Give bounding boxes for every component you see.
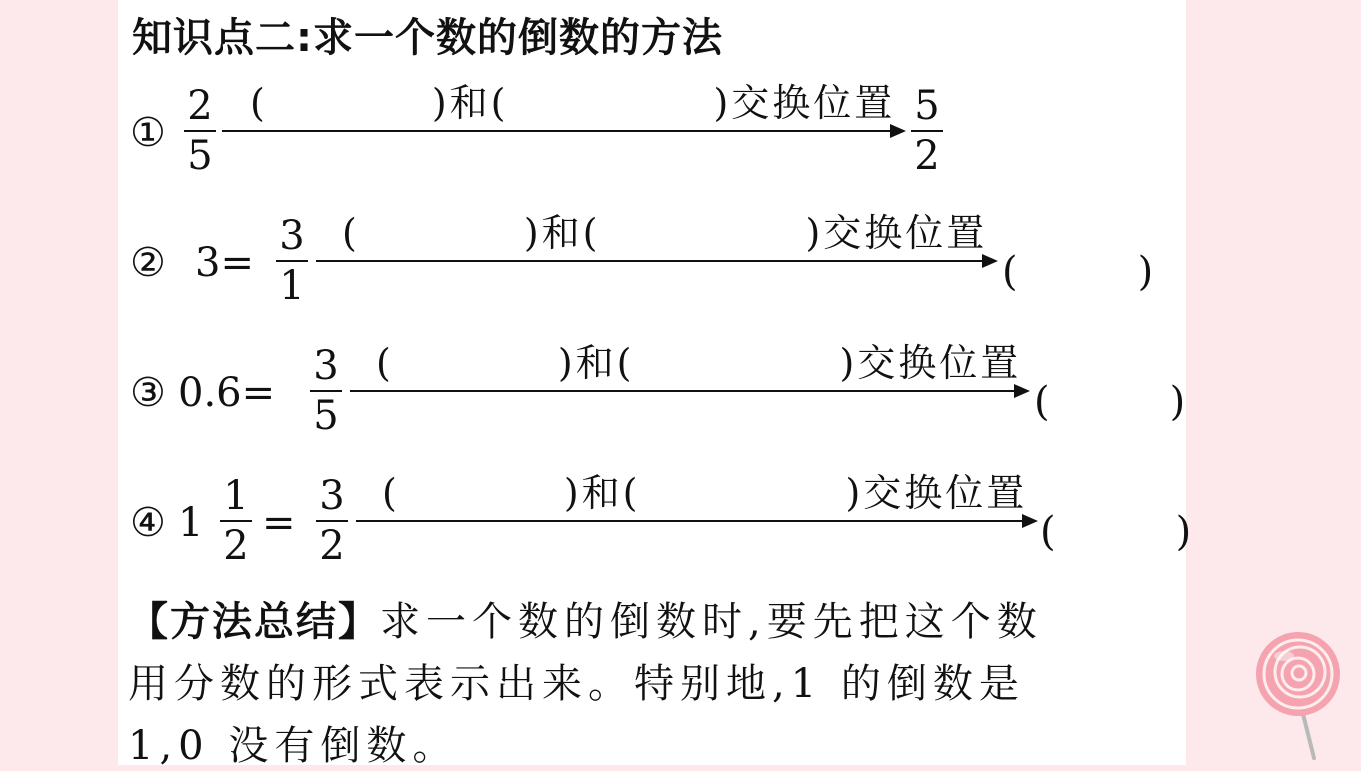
row-3-fraction (306, 343, 346, 439)
row-1-label: ① (130, 110, 166, 156)
row-4-equals: = (262, 500, 296, 546)
lollipop-icon (1252, 630, 1352, 762)
section-title: 知识点二:求一个数的倒数的方法 (132, 15, 723, 61)
row-4-mixed-numerator: 1 (223, 473, 249, 519)
row-4-denominator: 2 (319, 523, 345, 569)
row-1-numerator: 2 (187, 83, 213, 129)
summary-line-2: 用分数的形式表示出来。特别地,1 的倒数是 (128, 661, 1025, 707)
row-3-prefix: 0.6= (178, 370, 276, 416)
row-1-fraction (180, 83, 220, 179)
row-2-denominator: 1 (279, 263, 305, 309)
row-4-fraction (312, 473, 352, 569)
row-3-arrow-text: ( )和( )交换位置 (376, 341, 1022, 385)
row-4-answer-blank[interactable]: ( ) (1040, 509, 1192, 555)
row-1-denominator: 5 (187, 133, 213, 179)
row-2-prefix: 3= (195, 240, 254, 286)
row-1-result-numerator: 5 (914, 83, 940, 129)
row-3-label: ③ (130, 370, 166, 416)
summary-line-1 (128, 590, 1043, 647)
row-3-numerator: 3 (313, 343, 339, 389)
row-1-arrow-text: ( )和( )交换位置 (250, 81, 896, 125)
row-2-arrow (316, 260, 994, 262)
row-1-result-fraction (907, 83, 947, 179)
row-3-arrow (350, 390, 1026, 392)
row-1-result-denominator: 2 (914, 133, 940, 179)
row-2-fraction (272, 213, 312, 309)
row-2-numerator: 3 (279, 213, 305, 259)
row-4-numerator: 3 (319, 473, 345, 519)
row-4-mixed-denominator: 2 (223, 523, 249, 569)
row-1-arrow (222, 130, 902, 132)
row-2-answer-blank[interactable]: ( ) (1002, 249, 1154, 295)
row-2-label: ② (130, 240, 166, 286)
row-3-denominator: 5 (313, 393, 339, 439)
summary-text-1: 求一个数的倒数时,要先把这个数 (380, 599, 1043, 645)
row-3-answer-blank[interactable]: ( ) (1034, 379, 1186, 425)
summary-line-3: 1,0 没有倒数。 (128, 723, 459, 769)
row-4-mixed-fraction (216, 473, 256, 569)
row-4-whole-part: 1 (178, 500, 204, 546)
row-4-label: ④ (130, 500, 166, 546)
row-4-arrow (356, 520, 1034, 522)
row-4-arrow-text: ( )和( )交换位置 (382, 471, 1028, 515)
summary-heading: 【方法总结】 (128, 599, 380, 645)
row-2-arrow-text: ( )和( )交换位置 (342, 211, 988, 255)
